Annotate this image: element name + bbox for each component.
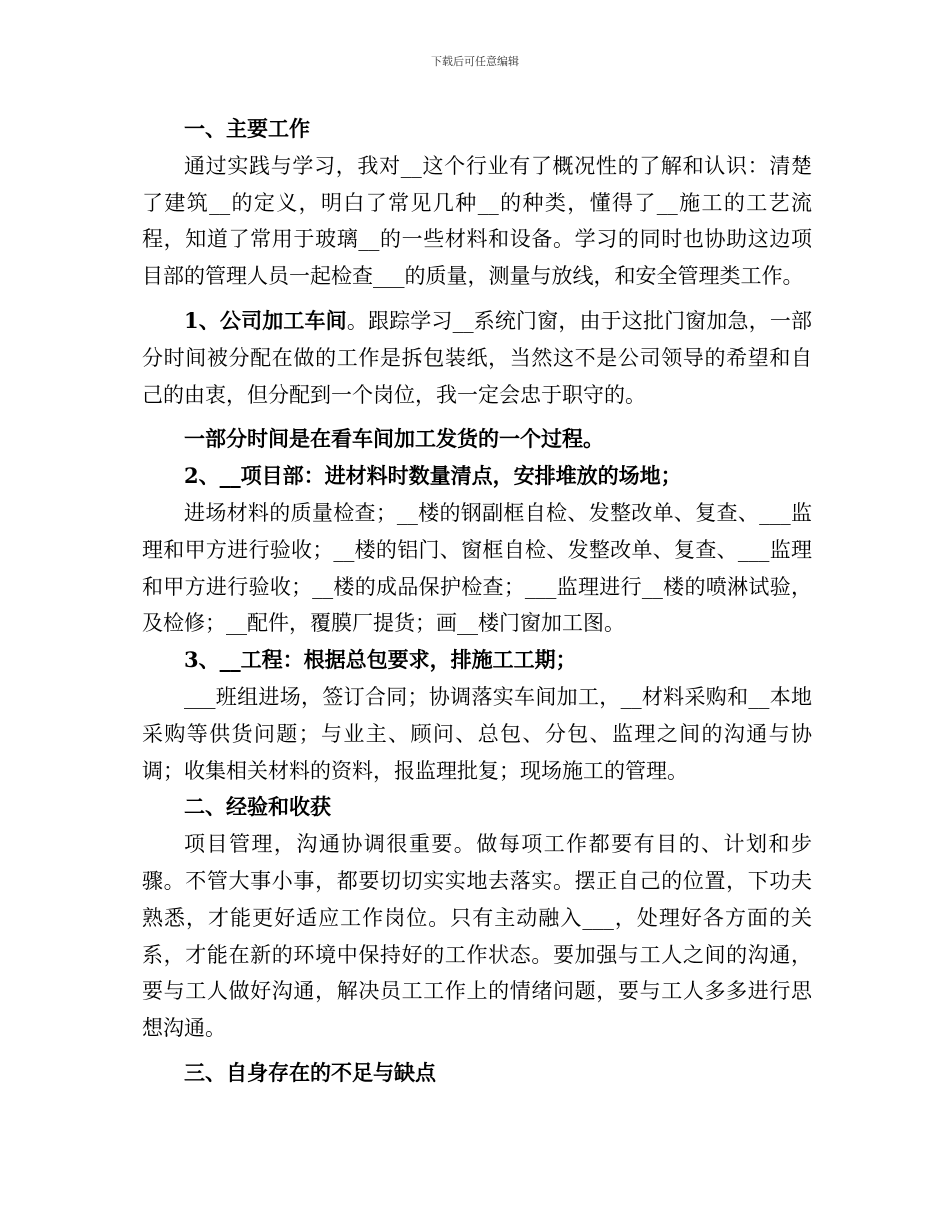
section-2-paragraph: 项目管理，沟通协调很重要。做每项工作都要有目的、计划和步骤。不管大事小事，都要切切实实地去落实。摆正自己的位置，下功夫熟悉，才能更好适应工作岗位。只有主动融入___，处理好各方面的关系，才能在新的环境中保持好的工作状态。要加强与工人之间的沟通，要与工人做好沟通，解决员工工作上的情绪问题，要与工人多多进行思想沟通。 xyxy=(142,832,812,1041)
item-1-paragraph xyxy=(142,303,812,413)
item-1-label: 1、公司加工车间 xyxy=(184,307,347,333)
item-1-text: 。跟踪学习__系统门窗，由于这批门窗加急，一部分时间被分配在做的工作是拆包装纸，当然这不是公司领导的希望和自己的由衷，但分配到一个岗位，我一定会忠于职守的。 xyxy=(142,308,812,407)
section-3-heading: 三、自身存在的不足与缺点 xyxy=(184,1059,436,1085)
item-2-heading: 2、__项目部：进材料时数量清点，安排堆放的场地； xyxy=(184,463,682,489)
section-1-heading: 一、主要工作 xyxy=(184,116,310,141)
item-3-paragraph: ___班组进场，签订合同；协调落实车间加工，__材料采购和__本地采购等供货问题；与业主、顾问、总包、分包、监理之间的沟通与协调；收集相关材料的资料，报监理批复；现场施工的管理。 xyxy=(142,684,812,783)
item-3-heading: 3、__工程：根据总包要求，排施工工期； xyxy=(184,647,577,673)
item-1-note: 一部分时间是在看车间加工发货的一个过程。 xyxy=(184,426,604,452)
item-2-paragraph: 进场材料的质量检查；__楼的钢副框自检、发整改单、复查、___监理和甲方进行验收；__楼的铝门、窗框自检、发整改单、复查、___监理和甲方进行验收；__楼的成品保护检查；___监理进行__楼的喷淋试验，及检修；__配件，覆膜厂提货；画__楼门窗加工图。 xyxy=(142,500,812,636)
page-header: 下载后可任意编辑 xyxy=(431,55,519,68)
document-body xyxy=(142,111,812,1092)
section-2-heading: 二、经验和收获 xyxy=(184,794,331,820)
section-1-paragraph: 通过实践与学习，我对__这个行业有了概况性的了解和认识：清楚了建筑__的定义，明白了常见几种__的种类，懂得了__施工的工艺流程，知道了常用于玻璃__的一些材料和设备。学习的同时也协助这边项目部的管理人员一起检查___的质量，测量与放线，和安全管理类工作。 xyxy=(142,153,812,289)
